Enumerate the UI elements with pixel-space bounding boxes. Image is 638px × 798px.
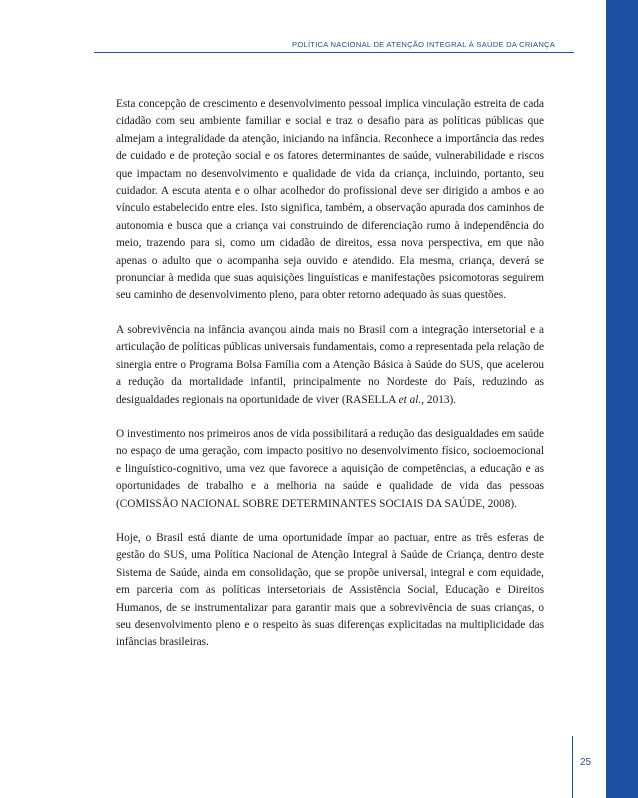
header-rule bbox=[94, 52, 574, 53]
paragraph-2: A sobrevivência na infância avançou ainda mais no Brasil com a integração intersetorial e a articulação de políticas públicas universais fundamentais, como a representada pela relação de sinergia entre o Programa Bolsa Família com a Atenção Básica à Saúde do SUS, que acelerou a redução da mortalidade infantil, principalmente no Nordeste do País, reduzindo as desigualdades regionais na oportunidade de viver (RASELLA et al., 2013). bbox=[116, 323, 544, 406]
paragraph-4: Hoje, o Brasil está diante de uma oportunidade ímpar ao pactuar, entre as três esferas de gestão do SUS, uma Política Nacional de Atenção Integral à Saúde de Criança, dentro deste Sistema de Saúde, ainda em consolidação, que se propõe universal, integral e com equidade, em parceria com as políticas intersetoriais de Assistência Social, Educação e Direitos Humanos, de se instrumentalizar para garantir mais que a sobrevivência de suas crianças, o seu desenvolvimento pleno e o respeito às suas diferenças explicitadas na multiplicidade das infâncias brasileiras. bbox=[116, 531, 544, 649]
side-color-bar bbox=[606, 0, 638, 798]
citation-et-al: et al. bbox=[398, 393, 422, 406]
paragraph-3: O investimento nos primeiros anos de vida possibilitará a redução das desigualdades em saúde no espaço de uma geração, com impacto positivo no desenvolvimento físico, socioemocional e linguístico-cognitivo, uma vez que favorece a aquisição de competências, a educação e as oportunidades de trabalho e a melhoria na saúde e qualidade de vida das pessoas (COMISSÃO NACIONAL SOBRE DETERMINANTES SOCIAIS DA SAÚDE, 2008). bbox=[116, 427, 544, 510]
page-number: 25 bbox=[580, 757, 592, 768]
body-text bbox=[116, 96, 544, 669]
running-header: POLÍTICA NACIONAL DE ATENÇÃO INTEGRAL À SAÚDE DA CRIANÇA bbox=[292, 40, 556, 49]
paragraph-1: Esta concepção de crescimento e desenvolvimento pessoal implica vinculação estreita de cada cidadão com seu ambiente familiar e social e traz o desafio para as políticas públicas que almejam a integralidade da atenção, iniciando na infância. Reconhece a importância das redes de cuidado e de proteção social e os fatores determinantes de saúde, vulnerabilidade e riscos que impactam no desenvolvimento e qualidade de vida da criança, incluindo, portanto, seu cuidador. A escuta atenta e o olhar acolhedor do profissional deve ser dirigido a ambos e ao vínculo estabelecido entre eles. Isto significa, também, a observação apurada dos caminhos de autonomia e busca que a criança vai construindo de diferenciação rumo à independência do meio, trazendo para si, como um cidadão de direitos, essa nova perspectiva, em que não apenas o adulto que o acompanha seja ouvido e atendido. Ela mesma, criança, deverá se pronunciar à medida que suas aquisições linguísticas e manifestações psicomotoras seguirem seu caminho de desenvolvimento pleno, para obter retorno adequado às suas questões. bbox=[116, 98, 544, 302]
footer-rule bbox=[572, 736, 573, 798]
